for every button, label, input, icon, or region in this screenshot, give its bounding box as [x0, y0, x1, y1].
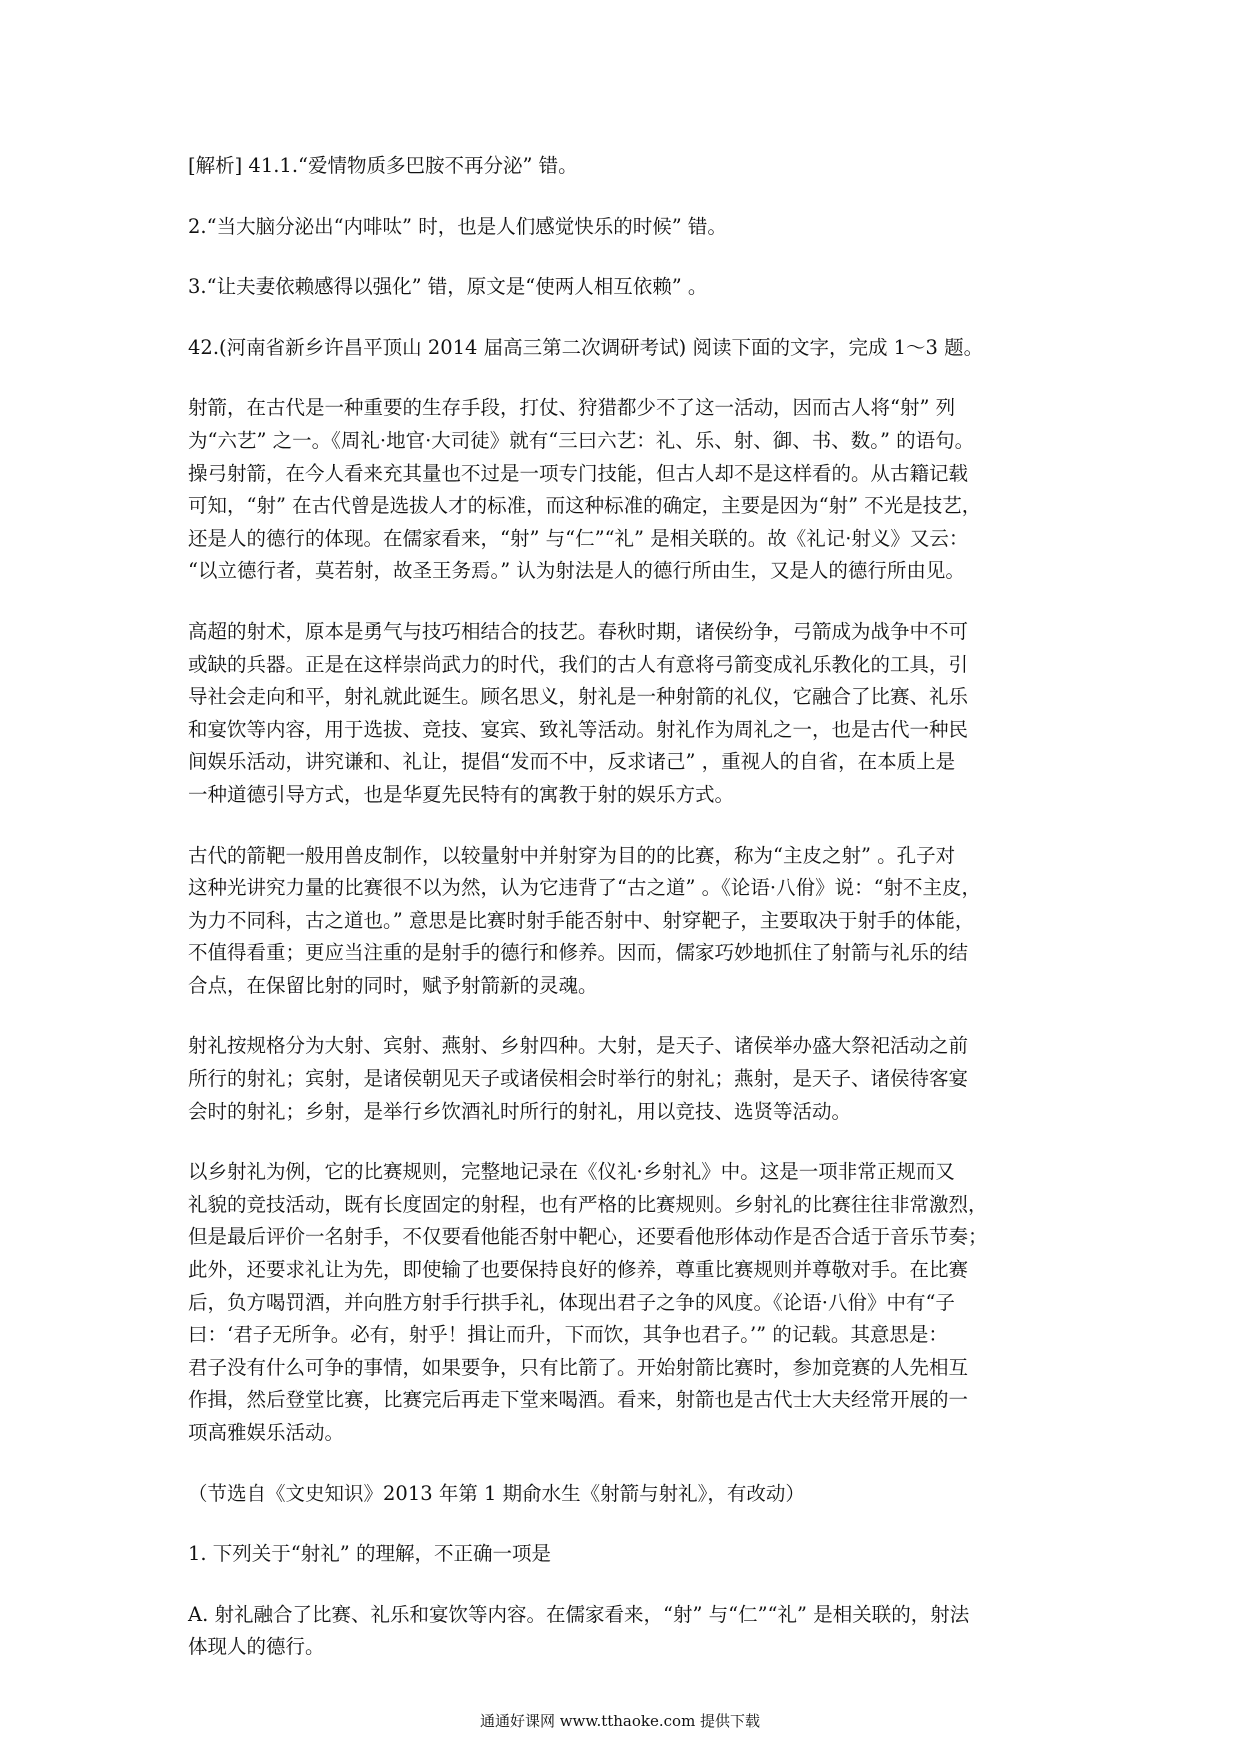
analysis-point-3: [188, 271, 1063, 304]
text-line: 以乡射礼为例，它的比赛规则，完整地记录在《仪礼·乡射礼》中。这是一项非常正规而又: [188, 1160, 955, 1184]
question-1-option-a: [188, 1599, 1063, 1664]
text-line: 会时的射礼；乡射，是举行乡饮酒礼时所行的射礼，用以竞技、选贤等活动。: [188, 1099, 852, 1123]
text-line: 42.(河南省新乡许昌平顶山 2014 届高三第二次调研考试) 阅读下面的文字，完成 1～3 题。: [188, 335, 984, 359]
source-citation: [188, 1478, 1063, 1511]
text-line: 项高雅娱乐活动。: [188, 1421, 345, 1444]
text-line: 间娱乐活动，讲究谦和、礼让，提倡“发而不中，反求诸己” ，重视人的自省，在本质上是: [188, 750, 956, 774]
text-line: 合点，在保留比射的同时，赋予射箭新的灵魂。: [188, 973, 598, 997]
text-line: “以立德行者，莫若射，故圣王务焉。” 认为射法是人的德行所由生，又是人的德行所由见。: [188, 559, 965, 583]
text-line: 为“六艺” 之一。《周礼·地官·大司徒》就有“三曰六艺：礼、乐、射、御、书、数。” 的语句。: [188, 428, 975, 452]
text-line: 射箭，在古代是一种重要的生存手段，打仗、狩猎都少不了这一活动，因而古人将“射” 列: [188, 396, 956, 420]
text-line: 高超的射术，原本是勇气与技巧相结合的技艺。春秋时期，诸侯纷争，弓箭成为战争中不可: [188, 619, 969, 643]
question-heading: [188, 332, 1063, 365]
text-line: 此外，还要求礼让为先，即使输了也要保持良好的修养，尊重比赛规则并尊敬对手。在比赛: [188, 1258, 969, 1282]
text-line: 礼貌的竞技活动，既有长度固定的射程，也有严格的比赛规则。乡射礼的比赛往往非常激烈，: [188, 1192, 988, 1216]
passage-paragraph-1: [188, 392, 1063, 588]
text-line: 所行的射礼；宾射，是诸侯朝见天子或诸侯相会时举行的射礼；燕射，是天子、诸侯待客宴: [188, 1067, 969, 1091]
text-line: 为力不同科，古之道也。” 意思是比赛时射手能否射中、射穿靶子，主要取决于射手的体能，: [188, 908, 975, 932]
text-line: 3.“让夫妻依赖感得以强化” 错，原文是“使两人相互依赖” 。: [188, 275, 708, 299]
text-line: 1. 下列关于“射礼” 的理解，不正确一项是: [188, 1542, 551, 1566]
text-line: （节选自《文史知识》2013 年第 1 期俞水生《射箭与射礼》，有改动）: [188, 1481, 805, 1505]
text-line: 不值得看重；更应当注重的是射手的德行和修养。因而，儒家巧妙地抓住了射箭与礼乐的结: [188, 941, 969, 965]
analysis-heading: [188, 150, 1063, 183]
text-line: 体现人的德行。: [188, 1635, 325, 1659]
passage-paragraph-4: [188, 1030, 1063, 1128]
text-line: 但是最后评价一名射手，不仅要看他能否射中靶心，还要看他形体动作是否合适于音乐节奏；: [188, 1225, 988, 1249]
text-line: [解析] 41.1.“爱情物质多巴胺不再分泌” 错。: [188, 154, 578, 177]
text-line: 或缺的兵器。正是在这样崇尚武力的时代，我们的古人有意将弓箭变成礼乐教化的工具，引: [188, 652, 969, 676]
text-line: 可知，“射” 在古代曾是选拔人才的标准，而这种标准的确定，主要是因为“射” 不光是技艺，: [188, 494, 982, 518]
page-footer: 通通好课网 www.tthaoke.com 提供下载: [479, 1712, 761, 1730]
text-line: 古代的箭靶一般用兽皮制作，以较量射中并射穿为目的的比赛，称为“主皮之射” 。孔子对: [188, 843, 956, 867]
text-line: 后，负方喝罚酒，并向胜方射手行拱手礼，体现出君子之争的风度。《论语·八佾》中有“子: [188, 1290, 955, 1314]
text-line: 还是人的德行的体现。在儒家看来，“射” 与“仁”“礼” 是相关联的。故《礼记·射义》又云：: [188, 526, 969, 550]
text-line: 导社会走向和平，射礼就此诞生。顾名思义，射礼是一种射箭的礼仪，它融合了比赛、礼乐: [188, 685, 969, 709]
text-line: A. 射礼融合了比赛、礼乐和宴饮等内容。在儒家看来，“射” 与“仁”“礼” 是相关联的，射法: [188, 1602, 970, 1626]
passage-paragraph-5: [188, 1156, 1063, 1449]
text-line: 2.“当大脑分泌出“内啡呔” 时，也是人们感觉快乐的时候” 错。: [188, 214, 727, 238]
text-line: 操弓射箭，在今人看来充其量也不过是一项专门技能，但古人却不是这样看的。从古籍记载: [188, 461, 969, 485]
text-line: 作揖，然后登堂比赛，比赛完后再走下堂来喝酒。看来，射箭也是古代士大夫经常开展的一: [188, 1388, 969, 1412]
text-line: 曰：‘君子无所争。必有，射乎！揖让而升，下而饮，其争也君子。’” 的记载。其意思是：: [188, 1323, 948, 1347]
passage-paragraph-3: [188, 840, 1063, 1003]
text-line: 一种道德引导方式，也是华夏先民特有的寓教于射的娱乐方式。: [188, 782, 735, 806]
text-line: 君子没有什么可争的事情，如果要争，只有比箭了。开始射箭比赛时，参加竞赛的人先相互: [188, 1355, 969, 1379]
question-1-stem: [188, 1538, 1063, 1571]
document-body: [188, 150, 1063, 1692]
passage-paragraph-2: [188, 616, 1063, 812]
text-line: 这种光讲究力量的比赛很不以为然，认为它违背了“古之道” 。《论语·八佾》说：“射不主皮，: [188, 876, 982, 900]
text-line: 射礼按规格分为大射、宾射、燕射、乡射四种。大射，是天子、诸侯举办盛大祭祀活动之前: [188, 1034, 969, 1058]
analysis-point-2: [188, 211, 1063, 244]
text-line: 和宴饮等内容，用于选拔、竞技、宴宾、致礼等活动。射礼作为周礼之一，也是古代一种民: [188, 717, 969, 741]
